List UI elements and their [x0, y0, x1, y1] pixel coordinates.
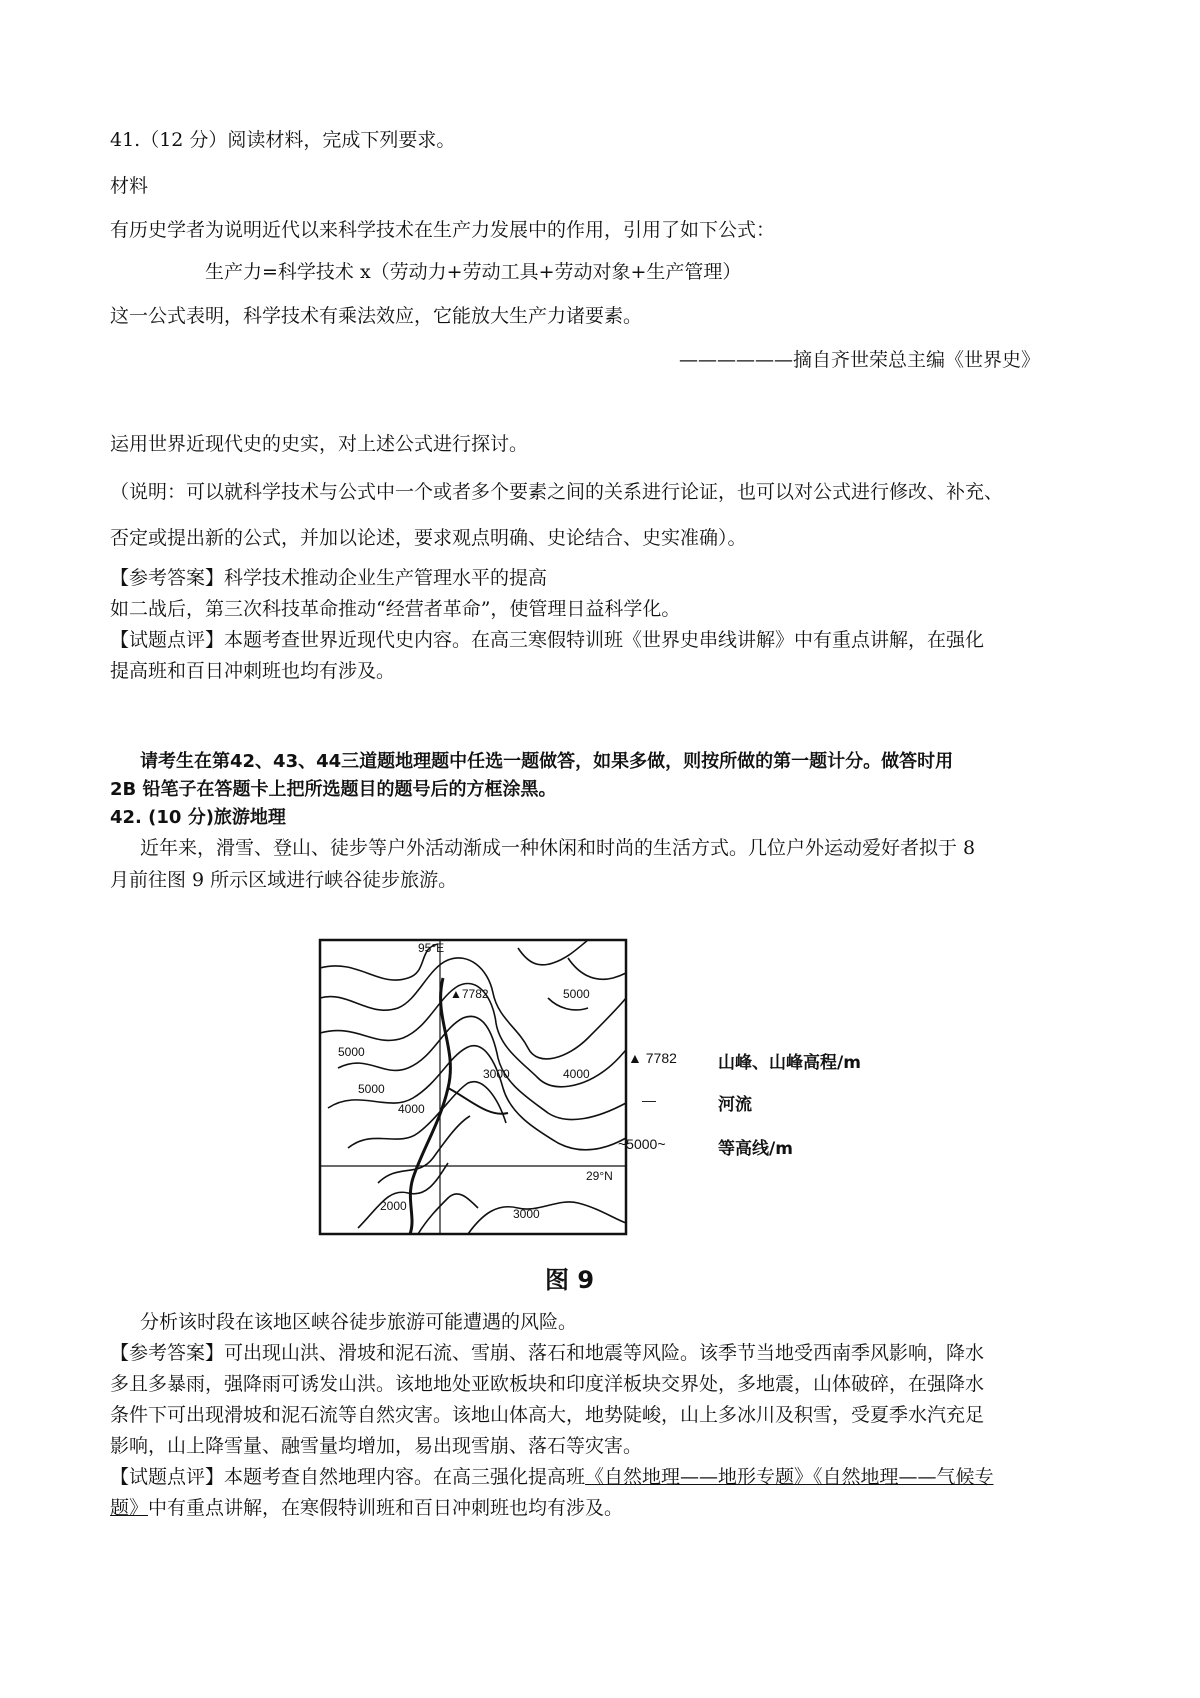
legend-river-symbol: — [642, 1092, 656, 1108]
legend-contour-symbol: ~5000~ [618, 1136, 666, 1152]
q41-review-1: 【试题点评】本题考查世界近现代史内容。在高三寒假特训班《世界史串线讲解》中有重点讲解，在强化 [110, 629, 985, 651]
q42-review-rest: 中有重点讲解，在寒假特训班和百日冲刺班也均有涉及。 [148, 1497, 624, 1519]
q41-note-1: （说明：可以就科学技术与公式中一个或者多个要素之间的关系进行论证，也可以对公式进行修改、补充、 [110, 481, 1004, 503]
q42-intro-1: 近年来，滑雪、登山、徒步等户外活动渐成一种休闲和时尚的生活方式。几位户外运动爱好者拟于 8 [140, 837, 976, 859]
contour-label-4: 4000 [398, 1102, 425, 1116]
q42-title: 42. (10 分)旅游地理 [110, 807, 286, 828]
q42-task: 分析该时段在该地区峡谷徒步旅游可能遭遇的风险。 [140, 1311, 578, 1333]
q41-note-2: 否定或提出新的公式，并加以论述，要求观点明确、史论结合、史实准确）。 [110, 527, 747, 549]
geo-instruction-1: 请考生在第42、43、44三道题地理题中任选一题做答，如果多做，则按所做的第一题计分。做答时用 [140, 751, 954, 772]
q41-task: 运用世界近现代史的史实，对上述公式进行探讨。 [110, 433, 529, 455]
contour-label-3: 5000 [358, 1082, 385, 1096]
material-line-1: 有历史学者为说明近代以来科学技术在生产力发展中的作用，引用了如下公式： [110, 219, 776, 241]
q42-review-1 [110, 1463, 994, 1491]
legend-peak-text: 山峰、山峰高程/m [718, 1053, 861, 1073]
q42-answer-2: 多且多暴雨，强降雨可诱发山洪。该地地处亚欧板块和印度洋板块交界处，多地震，山体破碎，在强降水 [110, 1373, 985, 1395]
material-label: 材料 [110, 175, 149, 197]
q41-title: 41.（12 分）阅读材料，完成下列要求。 [110, 129, 456, 151]
figure-caption: 图 9 [545, 1266, 595, 1294]
contour-label-8: 2000 [380, 1199, 407, 1213]
map-legend [618, 1040, 928, 1280]
formula: 生产力=科学技术 x（劳动力+劳动工具+劳动对象+生产管理） [205, 261, 742, 283]
legend-peak-symbol: ▲ 7782 [628, 1050, 677, 1066]
q42-review-prefix: 【试题点评】本题考查自然地理内容。在高三强化提高班 [110, 1466, 586, 1488]
material-line-2: 这一公式表明，科学技术有乘法效应，它能放大生产力诸要素。 [110, 305, 643, 327]
q41-answer-1: 【参考答案】科学技术推动企业生产管理水平的提高 [110, 567, 548, 589]
q42-review-link: 《自然地理——地形专题》《自然地理——气候专 [585, 1466, 994, 1488]
q41-answer-2: 如二战后，第三次科技革命推动“经营者革命”，使管理日益科学化。 [110, 598, 681, 620]
q42-intro-2: 月前往图 9 所示区域进行峡谷徒步旅游。 [110, 869, 458, 891]
latitude-label: 29°N [586, 1169, 613, 1183]
contour-label-1: 5000 [563, 987, 590, 1001]
legend-river-text: 河流 [718, 1095, 752, 1115]
q42-answer-1: 【参考答案】可出现山洪、滑坡和泥石流、雪崩、落石和地震等风险。该季节当地受西南季风影响，降水 [110, 1342, 985, 1364]
contour-label-6: 4000 [563, 1067, 590, 1081]
peak-label: ▲7782 [450, 987, 489, 1001]
q42-answer-4: 影响，山上降雪量、融雪量均增加，易出现雪崩、落石等灾害。 [110, 1435, 643, 1457]
q42-review-2 [110, 1494, 623, 1522]
legend-contour-text: 等高线/m [718, 1139, 793, 1159]
contour-label-5: 3000 [483, 1067, 510, 1081]
q41-review-2: 提高班和百日冲刺班也均有涉及。 [110, 660, 396, 682]
longitude-label: 95°E [418, 941, 445, 955]
q42-review-link-2: 题》 [110, 1497, 149, 1519]
topographic-map [318, 938, 630, 1238]
contour-label-7: 3000 [513, 1207, 540, 1221]
material-source: ——————摘自齐世荣总主编《世界史》 [678, 349, 1040, 371]
geo-instruction-2: 2B 铅笔子在答题卡上把所选题目的题号后的方框涂黑。 [110, 779, 557, 800]
contour-label-2: 5000 [338, 1045, 365, 1059]
q42-answer-3: 条件下可出现滑坡和泥石流等自然灾害。该地山体高大，地势陡峻，山上多冰川及积雪，受夏季水汽充足 [110, 1404, 985, 1426]
